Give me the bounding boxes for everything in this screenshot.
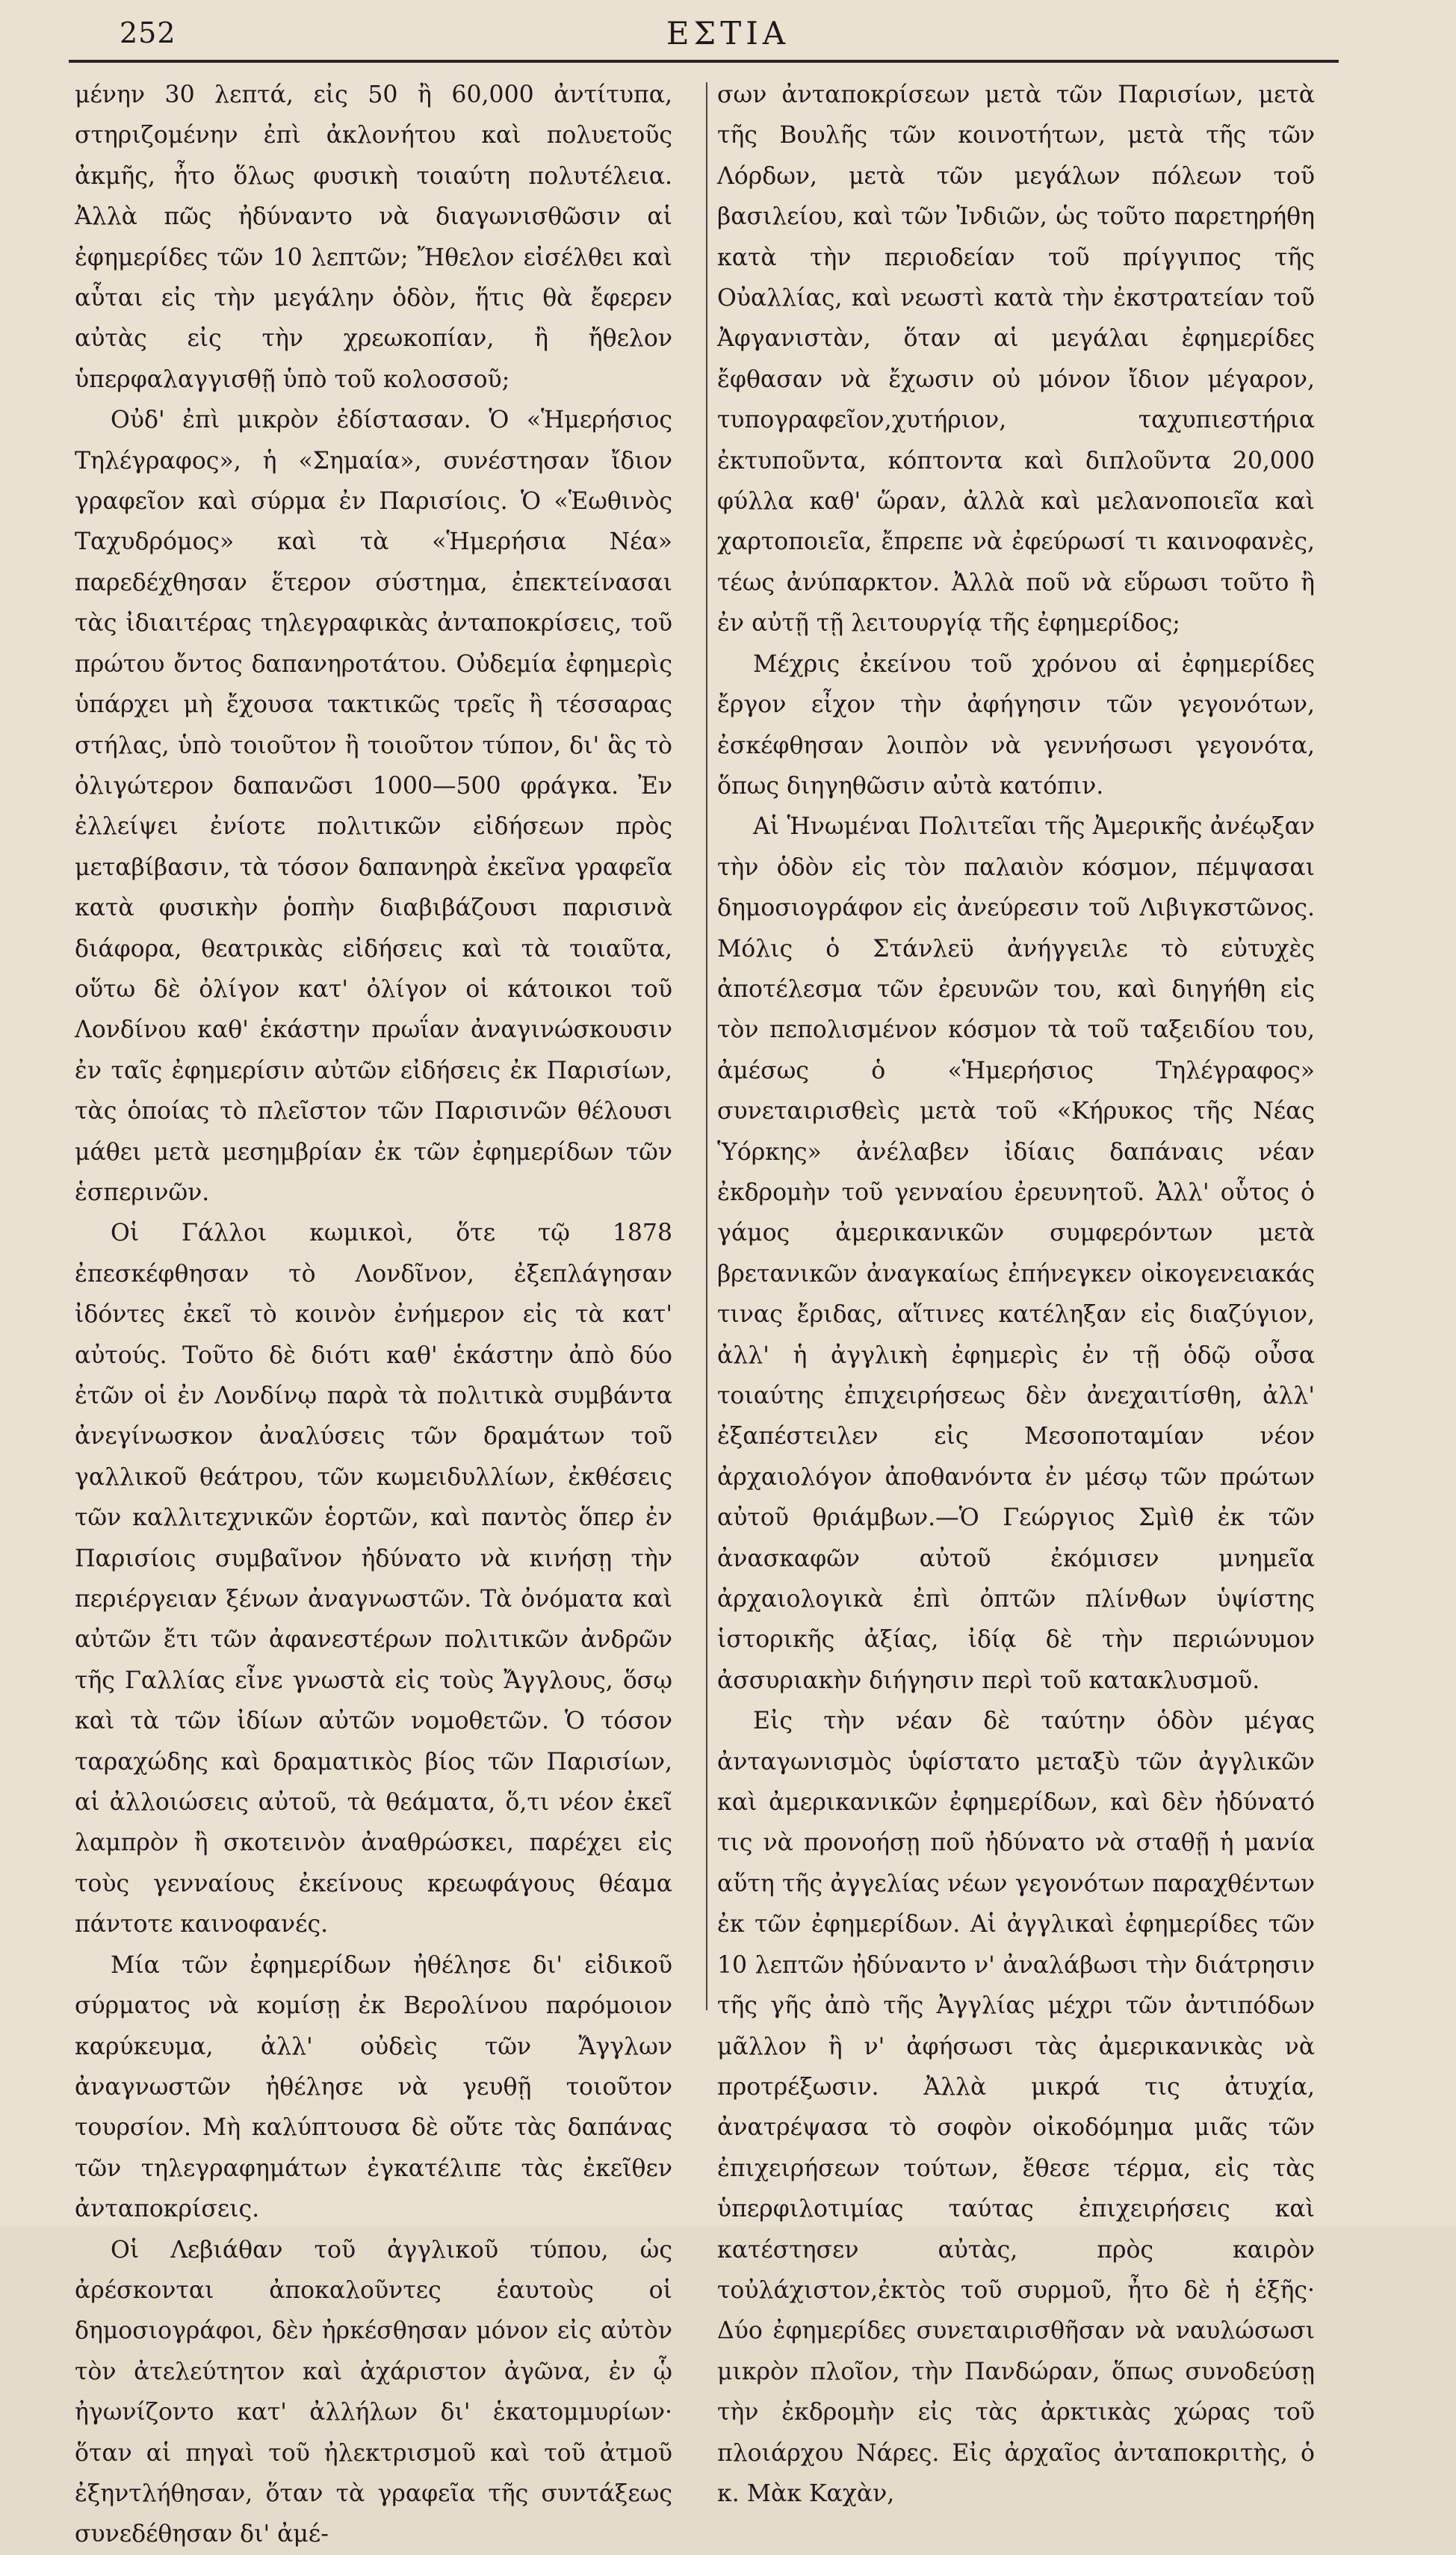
running-title: ΕΣΤΙΑ bbox=[666, 15, 790, 52]
paragraph: Οὐδ' ἐπὶ μικρὸν ἐδίστασαν. Ὁ «Ἡμερήσιος Τηλέγραφος», ἡ «Σημαία», συνέστησαν ἴδιον γραφεῖον καὶ σύρμα ἐν Παρισίοις. Ὁ «Ἑωθινὸς Ταχυδρόμος» καὶ τὰ «Ἡμερήσια Νέα» παρεδέχθησαν ἕτερον σύστημα, ἐπεκτείνασαι τὰς ἰδιαιτέρας τηλεγραφικὰς ἀνταποκρίσεις, τοῦ πρώτου ὄντος δαπανηροτάτου. Οὐδεμία ἐφημερὶς ὑπάρχει μὴ ἔχουσα τακτικῶς τρεῖς ἢ τέσσαρας στήλας, ὑπὸ τοιοῦτον ἢ τοιοῦτον τύπον, δι' ἃς τὸ ὀλιγώτερον δαπανῶσι 1000—500 φράγκα. Ἐν ἐλλείψει ἐνίοτε πολιτικῶν εἰδήσεων πρὸς μεταβίβασιν, τὰ τόσον δαπανηρὰ ἐκεῖνα γραφεῖα κατὰ φυσικὴν ῥοπὴν διαβιβάζουσι παρισινὰ διάφορα, θεατρικὰς εἰδήσεις καὶ τὰ τοιαῦτα, οὕτω δὲ ὀλίγον κατ' ὀλίγον οἱ κάτοικοι τοῦ Λονδίνου καθ' ἑκάστην πρωΐαν ἀναγινώσκουσιν ἐν ταῖς ἐφημερίσιν αὐτῶν εἰδήσεις ἐκ Παρισίων, τὰς ὁποίας τὸ πλεῖστον τῶν Παρισινῶν θέλουσι μάθει μετὰ μεσημβρίαν ἐκ τῶν ἐφημερίδων τῶν ἑσπερινῶν. bbox=[75, 407, 672, 1206]
paragraph: Αἱ Ἡνωμέναι Πολιτεῖαι τῆς Ἀμερικῆς ἀνέῳξαν τὴν ὁδὸν εἰς τὸν παλαιὸν κόσμον, πέμψασαι δημοσιογράφον εἰς ἀνεύρεσιν τοῦ Λιβιγκστῶνος. Μόλις ὁ Στάνλεϋ ἀνήγγειλε τὸ εὐτυχὲς ἀποτέλεσμα τῶν ἐρευνῶν του, καὶ διηγήθη εἰς τὸν πεπολισμένον κόσμον τὰ τοῦ ταξειδίου του, ἀμέσως ὁ «Ἡμερήσιος Τηλέγραφος» συνεταιρισθεὶς μετὰ τοῦ «Κήρυκος τῆς Νέας Ὑόρκης» ἀνέλαβεν ἰδίαις δαπάναις νέαν ἐκδρομὴν τοῦ γενναίου ἐρευνητοῦ. Ἀλλ' οὗτος ὁ γάμος ἀμερικανικῶν συμφερόντων μετὰ βρετανικῶν ἀναγκαίως ἐπήνεγκεν οἰκογενειακάς τινας ἔριδας, αἵτινες κατέληξαν εἰς διαζύγιον, ἀλλ' ἡ ἀγγλικὴ ἐφημερὶς ἐν τῇ ὁδῷ οὖσα τοιαύτης ἐπιχειρήσεως δὲν ἀνεχαιτίσθη, ἀλλ' ἐξαπέστειλεν εἰς Μεσοποταμίαν νέον ἀρχαιολόγον ἀποθανόντα ἐν μέσῳ τῶν πρώτων αὐτοῦ θριάμβων.—Ὁ Γεώργιος Σμὶθ ἐκ τῶν ἀνασκαφῶν αὐτοῦ ἐκόμισεν μνημεῖα ἀρχαιολογικὰ ἐπὶ ὀπτῶν πλίνθων ὑψίστης ἱστορικῆς ἀξίας, ἰδίᾳ δὲ τὴν περιώνυμον ἀσσυριακὴν διήγησιν περὶ τοῦ κατακλυσμοῦ. bbox=[717, 813, 1315, 1694]
header-rule bbox=[69, 60, 1339, 63]
paragraph: μένην 30 λεπτά, εἰς 50 ἢ 60,000 ἀντίτυπα, στηριζομένην ἐπὶ ἀκλονήτου καὶ πολυετοῦς ἀκμῆς, ἦτο ὅλως φυσικὴ τοιαύτη πολυτέλεια. Ἀλλὰ πῶς ἠδύναντο νὰ διαγωνισθῶσιν αἱ ἐφημερίδες τῶν 10 λεπτῶν; Ἤθελον εἰσέλθει καὶ αὗται εἰς τὴν μεγάλην ὁδὸν, ἥτις θὰ ἔφερεν αὐτὰς εἰς τὴν χρεωκοπίαν, ἢ ἤθελον ὑπερφαλαγγισθῇ ὑπὸ τοῦ κολοσσοῦ; bbox=[75, 81, 672, 393]
page-number: 252 bbox=[120, 16, 176, 49]
paragraph: Οἱ Λεβιάθαν τοῦ ἀγγλικοῦ τύπου, ὡς ἀρέσκονται ἀποκαλοῦντες ἑαυτοὺς οἱ δημοσιογράφοι, δὲν ἠρκέσθησαν μόνον εἰς αὐτὸν τὸν ἀτελεύτητον καὶ ἀχάριστον ἀγῶνα, ἐν ᾧ ἠγωνίζοντο κατ' ἀλλήλων δι' ἑκατομμυρίων· ὅταν αἱ πηγαὶ τοῦ ἠλεκτρισμοῦ καὶ τοῦ ἀτμοῦ ἐξηντλήθησαν, ὅταν τὰ γραφεῖα τῆς συντάξεως συνεδέθησαν δι' ἀμέ- bbox=[75, 2236, 672, 2548]
paragraph: σων ἀνταποκρίσεων μετὰ τῶν Παρισίων, μετὰ τῆς Βουλῆς τῶν κοινοτήτων, μετὰ τῆς τῶν Λόρδων, μετὰ τῶν μεγάλων πόλεων τοῦ βασιλείου, καὶ τῶν Ἰνδιῶν, ὡς τοῦτο παρετηρήθη κατὰ τὴν περιοδείαν τοῦ πρίγγιπος τῆς Οὐαλλίας, καὶ νεωστὶ κατὰ τὴν ἐκστρατείαν τοῦ Ἀφγανιστὰν, ὅταν αἱ μεγάλαι ἐφημερίδες ἔφθασαν νὰ ἔχωσιν οὐ μόνον ἴδιον μέγαρον, τυπογραφεῖον,χυτήριον, ταχυπιεστήρια ἐκτυποῦντα, κόπτοντα καὶ διπλοῦντα 20,000 φύλλα καθ' ὥραν, ἀλλὰ καὶ μελανοποιεῖα καὶ χαρτοποιεῖα, ἔπρεπε νὰ ἐφεύρωσί τι καινοφανὲς, τέως ἀνύπαρκτον. Ἀλλὰ ποῦ νὰ εὕρωσι τοῦτο ἢ ἐν αὐτῇ τῇ λειτουργίᾳ τῆς ἐφημερίδος; bbox=[717, 81, 1315, 637]
left-column bbox=[75, 75, 672, 2555]
right-column bbox=[717, 75, 1315, 2514]
paragraph: Μία τῶν ἐφημερίδων ἠθέλησε δι' εἰδικοῦ σύρματος νὰ κομίσῃ ἐκ Βερολίνου παρόμοιον καρύκευμα, ἀλλ' οὐδεὶς τῶν Ἄγγλων ἀναγνωστῶν ἠθέλησε νὰ γευθῇ τοιοῦτον τουρσίον. Μὴ καλύπτουσα δὲ οὔτε τὰς δαπάνας τῶν τηλεγραφημάτων ἐγκατέλιπε τὰς ἐκεῖθεν ἀνταποκρίσεις. bbox=[75, 1951, 672, 2223]
paragraph: Μέχρις ἐκείνου τοῦ χρόνου αἱ ἐφημερίδες ἔργον εἶχον τὴν ἀφήγησιν τῶν γεγονότων, ἐσκέφθησαν λοιπὸν νὰ γεννήσωσι γεγονότα, ὅπως διηγηθῶσιν αὐτὰ κατόπιν. bbox=[717, 650, 1315, 800]
column-divider bbox=[706, 82, 707, 2010]
paragraph: Οἱ Γάλλοι κωμικοὶ, ὅτε τῷ 1878 ἐπεσκέφθησαν τὸ Λονδῖνον, ἐξεπλάγησαν ἰδόντες ἐκεῖ τὸ κοινὸν ἐνήμερον εἰς τὰ κατ' αὐτούς. Τοῦτο δὲ διότι καθ' ἑκάστην ἀπὸ δύο ἐτῶν οἱ ἐν Λονδίνῳ παρὰ τὰ πολιτικὰ συμβάντα ἀνεγίνωσκον ἀναλύσεις τῶν δραμάτων τοῦ γαλλικοῦ θεάτρου, τῶν κωμειδυλλίων, ἐκθέσεις τῶν καλλιτεχνικῶν ἑορτῶν, καὶ παντὸς ὅπερ ἐν Παρισίοις συμβαῖνον ἠδύνατο νὰ κινήσῃ τὴν περιέργειαν ξένων ἀναγνωστῶν. Τὰ ὀνόματα καὶ αὐτῶν ἔτι τῶν ἀφανεστέρων πολιτικῶν ἀνδρῶν τῆς Γαλλίας εἶνε γνωστὰ εἰς τοὺς Ἄγγλους, ὅσῳ καὶ τὰ τῶν ἰδίων αὐτῶν νομοθετῶν. Ὁ τόσον ταραχώδης καὶ δραματικὸς βίος τῶν Παρισίων, αἱ ἀλλοιώσεις αὐτοῦ, τὰ θεάματα, ὅ,τι νέον ἐκεῖ λαμπρὸν ἢ σκοτεινὸν ἀναθρώσκει, παρέχει εἰς τοὺς γενναίους ἐκείνους κρεωφάγους θέαμα πάντοτε καινοφανές. bbox=[75, 1220, 672, 1938]
paragraph: Εἰς τὴν νέαν δὲ ταύτην ὁδὸν μέγας ἀνταγωνισμὸς ὑφίστατο μεταξὺ τῶν ἀγγλικῶν καὶ ἀμερικανικῶν ἐφημερίδων, καὶ δὲν ἠδύνατό τις νὰ προνοήσῃ ποῦ ἠδύνατο νὰ σταθῇ ἡ μανία αὕτη τῆς ἀγγελίας νέων γεγονότων παραχθέντων ἐκ τῶν ἐφημερίδων. Αἱ ἀγγλικαὶ ἐφημερίδες τῶν 10 λεπτῶν ἠδύναντο ν' ἀναλάβωσι τὴν διάτρησιν τῆς γῆς ἀπὸ τῆς Ἀγγλίας μέχρι τῶν ἀντιπόδων μᾶλλον ἢ ν' ἀφήσωσι τὰς ἀμερικανικὰς νὰ προτρέξωσιν. Ἀλλὰ μικρά τις ἀτυχία, ἀνατρέψασα τὸ σοφὸν οἰκοδόμημα μιᾶς τῶν ἐπιχειρήσεων τούτων, ἔθεσε τέρμα, εἰς τὰς ὑπερφιλοτιμίας ταύτας ἐπιχειρήσεις καὶ κατέστησεν αὐτὰς, πρὸς καιρὸν τοὐλάχιστον,ἐκτὸς τοῦ συρμοῦ, ἦτο δὲ ἡ ἑξῆς· Δύο ἐφημερίδες συνεταιρισθῆσαν νὰ ναυλώσωσι μικρὸν πλοῖον, τὴν Πανδώραν, ὅπως συνοδεύσῃ τὴν ἐκδρομὴν εἰς τὰς ἀρκτικὰς χώρας τοῦ πλοιάρχου Νάρες. Εἰς ἀρχαῖος ἀνταποκριτὴς, ὁ κ. Μὰκ Καχὰν, bbox=[717, 1708, 1315, 2507]
